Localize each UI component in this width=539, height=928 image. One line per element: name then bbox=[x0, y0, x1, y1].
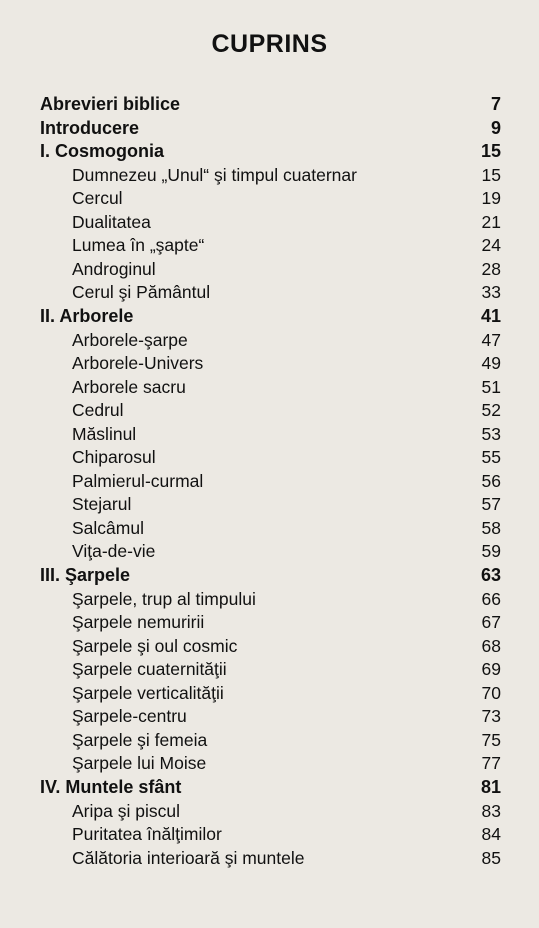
toc-entry-title: Arborele sacru bbox=[72, 376, 186, 397]
toc-entry-title: Măslinul bbox=[72, 423, 137, 444]
toc-entry-title: Cedrul bbox=[72, 400, 124, 421]
toc-entry-title: Şarpele şi femeia bbox=[72, 729, 208, 750]
page-title: CUPRINS bbox=[211, 30, 328, 58]
toc-entry-page: 7 bbox=[490, 94, 501, 114]
toc-entry-page: 47 bbox=[481, 329, 501, 350]
toc-entry-title: II. Arborele bbox=[40, 305, 134, 326]
toc-entry-title: IV. Muntele sfânt bbox=[40, 776, 182, 797]
toc-entry-page: 28 bbox=[481, 258, 501, 279]
toc-entry-page: 41 bbox=[480, 305, 501, 326]
toc-chapter-entry bbox=[0, 116, 539, 140]
toc-entry-page: 24 bbox=[481, 235, 501, 256]
toc-section-entry bbox=[0, 445, 539, 469]
toc-entry-title: Şarpele nemuririi bbox=[72, 612, 205, 633]
toc-section-entry bbox=[0, 210, 539, 234]
toc-chapter-entry bbox=[0, 304, 539, 328]
toc-entry-title: Şarpele-centru bbox=[72, 706, 187, 727]
toc-entry-title: I. Cosmogonia bbox=[40, 141, 165, 162]
toc-chapter-entry bbox=[0, 139, 539, 163]
toc-entry-page: 9 bbox=[490, 117, 501, 138]
toc-entry-page: 21 bbox=[481, 211, 501, 232]
toc-entry-page: 75 bbox=[481, 729, 501, 750]
toc-section-entry bbox=[0, 163, 539, 187]
toc-entry-title: Puritatea înălţimilor bbox=[72, 824, 222, 845]
toc-entry-page: 59 bbox=[481, 541, 501, 562]
toc-entry-title: Abrevieri biblice bbox=[40, 94, 181, 114]
toc-section-entry bbox=[0, 328, 539, 352]
toc-chapter-entry bbox=[0, 775, 539, 799]
toc-section-entry bbox=[0, 657, 539, 681]
toc-entry-title: Şarpele şi oul cosmic bbox=[72, 635, 238, 656]
toc-entry-title: Introducere bbox=[40, 117, 140, 138]
toc-section-entry bbox=[0, 799, 539, 823]
toc-entry-title: Şarpele, trup al timpului bbox=[72, 588, 256, 609]
toc-entry-title: III. Şarpele bbox=[40, 565, 131, 585]
toc-entry-page: 53 bbox=[481, 423, 501, 444]
toc-entry-page: 55 bbox=[481, 447, 501, 468]
toc-entry-title: Viţa-de-vie bbox=[72, 541, 156, 562]
toc-entry-page: 51 bbox=[481, 376, 501, 397]
toc-entry-page: 69 bbox=[481, 659, 501, 680]
toc-entry-page: 70 bbox=[481, 682, 501, 703]
toc-section-entry bbox=[0, 375, 539, 399]
toc-entry-page: 15 bbox=[481, 164, 501, 185]
toc-entry-title: Călătoria interioară şi muntele bbox=[72, 847, 305, 868]
toc-entry-page: 49 bbox=[481, 353, 501, 374]
toc-chapter-entry bbox=[0, 563, 539, 587]
toc-section-entry bbox=[0, 751, 539, 775]
toc-section-entry bbox=[0, 846, 539, 870]
toc-section-entry bbox=[0, 351, 539, 375]
toc-entry-page: 68 bbox=[481, 635, 501, 656]
toc-entry-page: 63 bbox=[480, 565, 501, 585]
toc-entry-page: 58 bbox=[481, 517, 501, 538]
toc-entry-title: Aripa şi piscul bbox=[72, 800, 180, 821]
toc-section-entry bbox=[0, 681, 539, 705]
toc-section-entry bbox=[0, 704, 539, 728]
toc-entry-title: Şarpele verticalităţii bbox=[72, 682, 224, 703]
toc-section-entry bbox=[0, 822, 539, 846]
toc-entry-page: 57 bbox=[481, 494, 501, 515]
toc-entry-page: 33 bbox=[481, 282, 501, 303]
toc-section-entry bbox=[0, 610, 539, 634]
toc-entry-title: Palmierul-curmal bbox=[72, 470, 204, 491]
toc-entry-page: 19 bbox=[481, 188, 501, 209]
toc-entry-page: 85 bbox=[481, 847, 501, 868]
toc-entry-title: Arborele-şarpe bbox=[72, 329, 188, 350]
toc-section-entry bbox=[0, 539, 539, 563]
toc-section-entry bbox=[0, 516, 539, 540]
toc-entry-title: Salcâmul bbox=[72, 517, 144, 538]
toc-section-entry bbox=[0, 186, 539, 210]
toc-entry-title: Cerul şi Pământul bbox=[72, 282, 211, 303]
toc-entry-title: Arborele-Univers bbox=[72, 353, 204, 374]
toc-entry-title: Şarpele cuaternităţii bbox=[72, 659, 227, 680]
toc-section-entry bbox=[0, 398, 539, 422]
toc-section-entry bbox=[0, 492, 539, 516]
toc-entry-title: Cercul bbox=[72, 188, 123, 209]
toc-entry-page: 15 bbox=[480, 141, 501, 162]
toc-entry-title: Şarpele lui Moise bbox=[72, 753, 207, 774]
toc-entry-page: 66 bbox=[481, 588, 501, 609]
toc-entry-title: Dualitatea bbox=[72, 211, 151, 232]
toc-section-entry bbox=[0, 280, 539, 304]
toc-chapter-entry bbox=[0, 92, 539, 116]
toc-section-entry bbox=[0, 422, 539, 446]
toc-section-entry bbox=[0, 587, 539, 611]
toc-entry-page: 67 bbox=[481, 612, 501, 633]
toc-entry-page: 77 bbox=[481, 753, 501, 774]
toc-entry-title: Dumnezeu „Unul“ şi timpul cuaternar bbox=[72, 164, 357, 185]
toc-section-entry bbox=[0, 257, 539, 281]
toc-entry-page: 56 bbox=[481, 470, 501, 491]
toc-section-entry bbox=[0, 634, 539, 658]
toc-entry-title: Lumea în „şapte“ bbox=[72, 235, 205, 256]
toc-entry-page: 52 bbox=[481, 400, 501, 421]
toc-entry-page: 84 bbox=[481, 824, 501, 845]
toc-entry-page: 83 bbox=[481, 800, 501, 821]
toc-entry-title: Chiparosul bbox=[72, 447, 156, 468]
toc-entry-page: 81 bbox=[480, 776, 501, 797]
toc-section-entry bbox=[0, 469, 539, 493]
toc-entry-title: Androginul bbox=[72, 258, 156, 279]
toc-entry-page: 73 bbox=[481, 706, 501, 727]
toc-section-entry bbox=[0, 233, 539, 257]
toc-entry-title: Stejarul bbox=[72, 494, 132, 515]
toc-section-entry bbox=[0, 728, 539, 752]
